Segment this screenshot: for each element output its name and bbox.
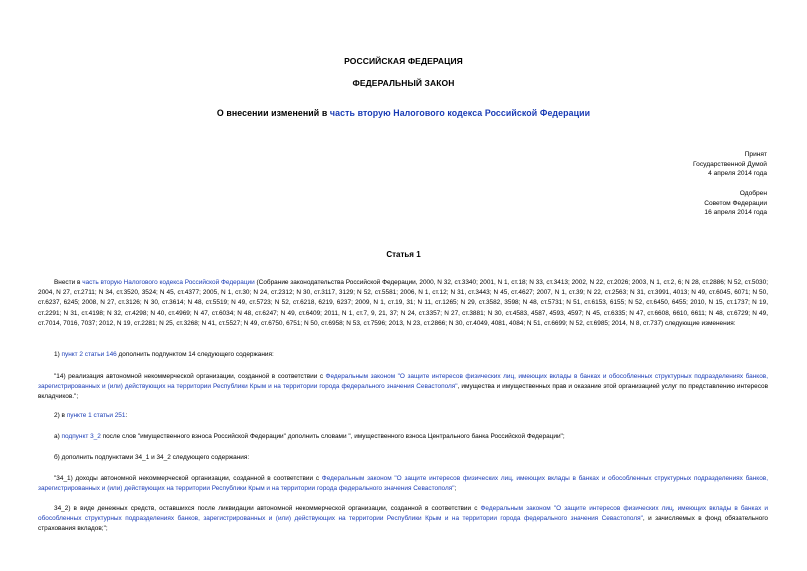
p5-text-b: после слов "имущественного взноса Российской Федерации" дополнить словами ", имущественного взноса Центрального банка Российской Федерации";	[100, 433, 565, 440]
adopted-by: Государственной Думой	[693, 160, 767, 168]
approved-by: Советом Федерации	[704, 199, 767, 207]
p4-text-b: :	[125, 412, 128, 419]
paragraph-subitem-14	[38, 372, 768, 403]
adopted-date: 4 апреля 2014 года	[708, 170, 767, 178]
p7-text-b: ;	[454, 485, 457, 493]
p7-text-a: "34_1) доходы автономной некоммерческой организации, созданной в соответствии с	[54, 475, 322, 482]
p3-link[interactable]: Федеральным законом "О защите интересов физических лиц, имеющих вклады в банках и обособленных структурных подразделениях банков, зарегистрированных и (или) действующих на территории Республики Крым и на территории города федерального значения Севастополя"	[38, 373, 768, 391]
article-title: Статья 1	[386, 250, 421, 259]
p8-text-b: , и зачисляемых в фонд обязательного страхования вкладов;";	[38, 515, 768, 533]
paragraph-subitem-34-2	[38, 504, 768, 535]
law-type-heading: ФЕДЕРАЛЬНЫЙ ЗАКОН	[352, 78, 455, 88]
p4-link[interactable]: пункте 1 статьи 251	[66, 412, 126, 419]
paragraph-item-1	[38, 350, 768, 360]
p1-text-b: (Собрание законодательства Российской Федерации, 2000, N 32, ст.3340; 2001, N 1, ст.18; N 33, ст.3413; 2002, N 22, ст.2026; 2003, N 1, ст.2, 6; N 28, ст.2886; N 52, ст.5030; 2004, N 27, ст.2711; N 34, ст.3520, 3524; N 45, ст.4377; 2005, N 1, ст.30; N 24, ст.2312; N 30, ст.3117, 3129; N 52, ст.5581; 2006, N 1, ст.12; N 31, ст.3443; N 45, ст.4627; 2007, N 1, ст.39; N 22, ст.2563; N 31, ст.3991, 4013; N 49, ст.6045, 6071; N 50, ст.6237, 6245; 2008, N 27, ст.3126; N 30, ст.3614; N 48, ст.5519; N 49, ст.5723; N 52, ст.6218, 6219, 6237; 2009, N 1, ст.19, 31; N 11, ст.1265; N 29, ст.3582, 3598; N 48, ст.5731; N 51, ст.6153, 6155; N 52, ст.6450, 6455; 2010, N 15, ст.1737; N 19, ст.2291; N 31, ст.4198; N 32, ст.4298; N 40, ст.4969; N 47, ст.6034; N 48, ст.6247; N 49, ст.6409; 2011, N 1, ст.7, 9, 21, 37; N 24, ст.3357; N 27, ст.3881; N 30, ст.4583, 4587, 4593, 4597; N 45, ст.6335; N 47, ст.6608, 6610, 6611; N 48, ст.6729; N 49, ст.7014, 7016, 7037; 2012, N 19, ст.2281; N 25, ст.3268; N 41, ст.5527; N 49, ст.6750, 6751; N 50, ст.6958; N 53, ст.7596; 2013, N 23, ст.2866; N 30, ст.4049, 4081, 4084; N 51, ст.6699; N 52, ст.6985; 2014, N 8, ст.737) следующие изменения:	[38, 279, 768, 327]
tax-code-link[interactable]: часть вторую Налогового кодекса Российской Федерации	[329, 108, 591, 118]
paragraph-subitem-34-1	[38, 474, 768, 494]
adopted-block	[693, 150, 767, 179]
p1-text-a: Внести в	[54, 279, 83, 286]
approved-block	[704, 189, 767, 218]
adopted-label: Принят	[744, 151, 767, 158]
p5-link[interactable]: подпункт 3_2	[61, 433, 101, 440]
law-title-prefix: О внесении изменений в	[216, 108, 330, 118]
paragraph-item-2	[38, 411, 768, 421]
p2-link[interactable]: пункт 2 статьи 146	[61, 351, 117, 358]
approved-label: Одобрен	[739, 190, 767, 197]
p2-text-a: 1)	[54, 351, 62, 358]
p5-text-a: а)	[54, 433, 62, 440]
paragraph-subitem-b: б) дополнить подпунктами 34_1 и 34_2 следующего содержания:	[54, 454, 250, 461]
p2-text-b: дополнить подпунктом 14 следующего содержания:	[116, 351, 274, 358]
p8-text-a: 34_2) в виде денежных средств, оставшихся после ликвидации автономной некоммерческой организации, созданной в соответствии с	[54, 505, 481, 512]
p3-text-a: "14) реализация автономной некоммерческой организации, созданной в соответствии с	[54, 373, 326, 380]
approved-date: 16 апреля 2014 года	[704, 209, 767, 217]
p1-link[interactable]: часть вторую Налогового кодекса Российской Федерации	[82, 279, 255, 286]
p3-text-b: , имущества и имущественных прав и оказание этой организацией услуг по представлению интересов вкладчиков.";	[38, 383, 768, 401]
paragraph-subitem-a	[38, 432, 768, 442]
p7-link[interactable]: Федеральным законом "О защите интересов физических лиц, имеющих вклады в банках и обособленных структурных подразделениях банков, зарегистрированных и (или) действующих на территории Республики Крым и на территории города федерального значения Севастополя"	[38, 475, 768, 493]
p4-text-a: 2) в	[54, 412, 67, 419]
law-title	[0, 108, 807, 118]
country-heading: РОССИЙСКАЯ ФЕДЕРАЦИЯ	[344, 56, 463, 66]
paragraph-intro	[38, 278, 768, 329]
p8-link[interactable]: Федеральным законом "О защите интересов физических лиц, имеющих вклады в банках и обособленных структурных подразделениях банков, зарегистрированных и (или) действующих на территории Республики Крым и на территории города федерального значения Севастополя"	[38, 505, 768, 523]
